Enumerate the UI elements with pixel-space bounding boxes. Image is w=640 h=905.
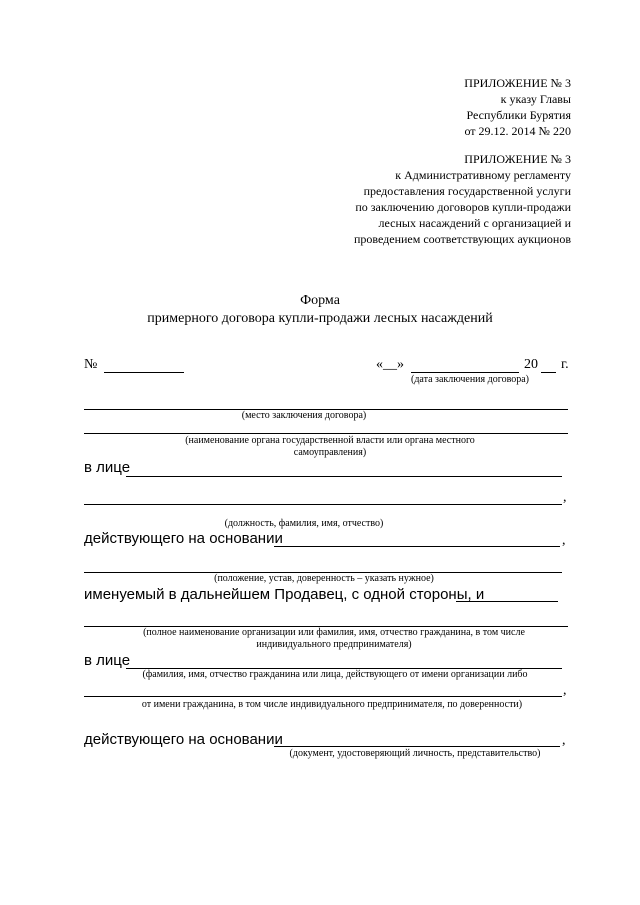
date-month-field[interactable]: [411, 372, 519, 373]
buyer-caption-2: индивидуального предпринимателя): [256, 639, 412, 650]
person-caption-2: от имени гражданина, в том числе индивидуального предпринимателя, по доверенности): [141, 699, 523, 710]
appendix-decree-title: ПРИЛОЖЕНИЕ № 3: [464, 76, 571, 90]
appendix-decree-line: Республики Бурятия: [466, 108, 571, 122]
position-caption: (должность, фамилия, имя, отчество): [224, 518, 384, 529]
comma: ,: [563, 683, 567, 698]
appendix-decree-date: от 29.12. 2014 № 220: [464, 124, 571, 138]
authority-field[interactable]: [84, 433, 568, 434]
buyer-caption-1: (полное наименование организации или фамилия, имя, отчество гражданина, в том числе: [143, 627, 525, 638]
buyer-representative-field-continued[interactable]: [84, 696, 562, 697]
comma: ,: [563, 490, 567, 505]
acting-basis-label: действующего на основании: [84, 731, 283, 748]
basis-caption: (положение, устав, доверенность – указать нужное): [214, 573, 434, 584]
appendix-regulation-block: [354, 151, 571, 247]
year-suffix: г.: [561, 357, 569, 372]
in-person-label: в лице: [84, 459, 131, 476]
date-caption: (дата заключения договора): [411, 374, 529, 385]
appendix-regulation-line: проведением соответствующих аукционов: [353, 232, 571, 246]
representative-field-continued[interactable]: [84, 504, 562, 505]
document-field[interactable]: [274, 746, 560, 747]
document-caption: (документ, удостоверяющий личность, представительство): [289, 748, 541, 759]
comma: ,: [562, 533, 566, 548]
basis-field[interactable]: [274, 546, 560, 547]
seller-statement: именуемый в дальнейшем Продавец, с одной стороны, и: [84, 586, 485, 603]
appendix-regulation-title: ПРИЛОЖЕНИЕ № 3: [464, 152, 571, 166]
person-caption-1: (фамилия, имя, отчество гражданина или лица, действующего от имени организации либо: [142, 669, 528, 680]
year-prefix: 20: [524, 357, 538, 372]
representative-field[interactable]: [126, 476, 562, 477]
appendix-regulation-line: предоставления государственной услуги: [363, 184, 571, 198]
place-caption: (место заключения договора): [241, 410, 367, 421]
number-sign: №: [84, 357, 98, 372]
buyer-field-start[interactable]: [456, 601, 558, 602]
form-title: Форма: [300, 293, 340, 308]
appendix-decree-block: [464, 75, 571, 139]
year-field[interactable]: [541, 372, 556, 373]
appendix-decree-line: к указу Главы: [500, 92, 571, 106]
comma: ,: [562, 733, 566, 748]
appendix-regulation-line: к Административному регламенту: [395, 168, 571, 182]
form-subtitle: примерного договора купли-продажи лесных насаждений: [147, 311, 493, 326]
authority-caption-1: (наименование органа государственной власти или органа местного: [185, 435, 475, 446]
acting-basis-label: действующего на основании: [84, 530, 283, 547]
date-day-field[interactable]: «__»: [376, 357, 404, 372]
authority-caption-2: самоуправления): [293, 447, 367, 458]
contract-number-field[interactable]: [104, 372, 184, 373]
appendix-regulation-line: по заключению договоров купли-продажи: [355, 200, 571, 214]
appendix-regulation-line: лесных насаждений с организацией и: [378, 216, 571, 230]
in-person-label: в лице: [84, 652, 131, 669]
